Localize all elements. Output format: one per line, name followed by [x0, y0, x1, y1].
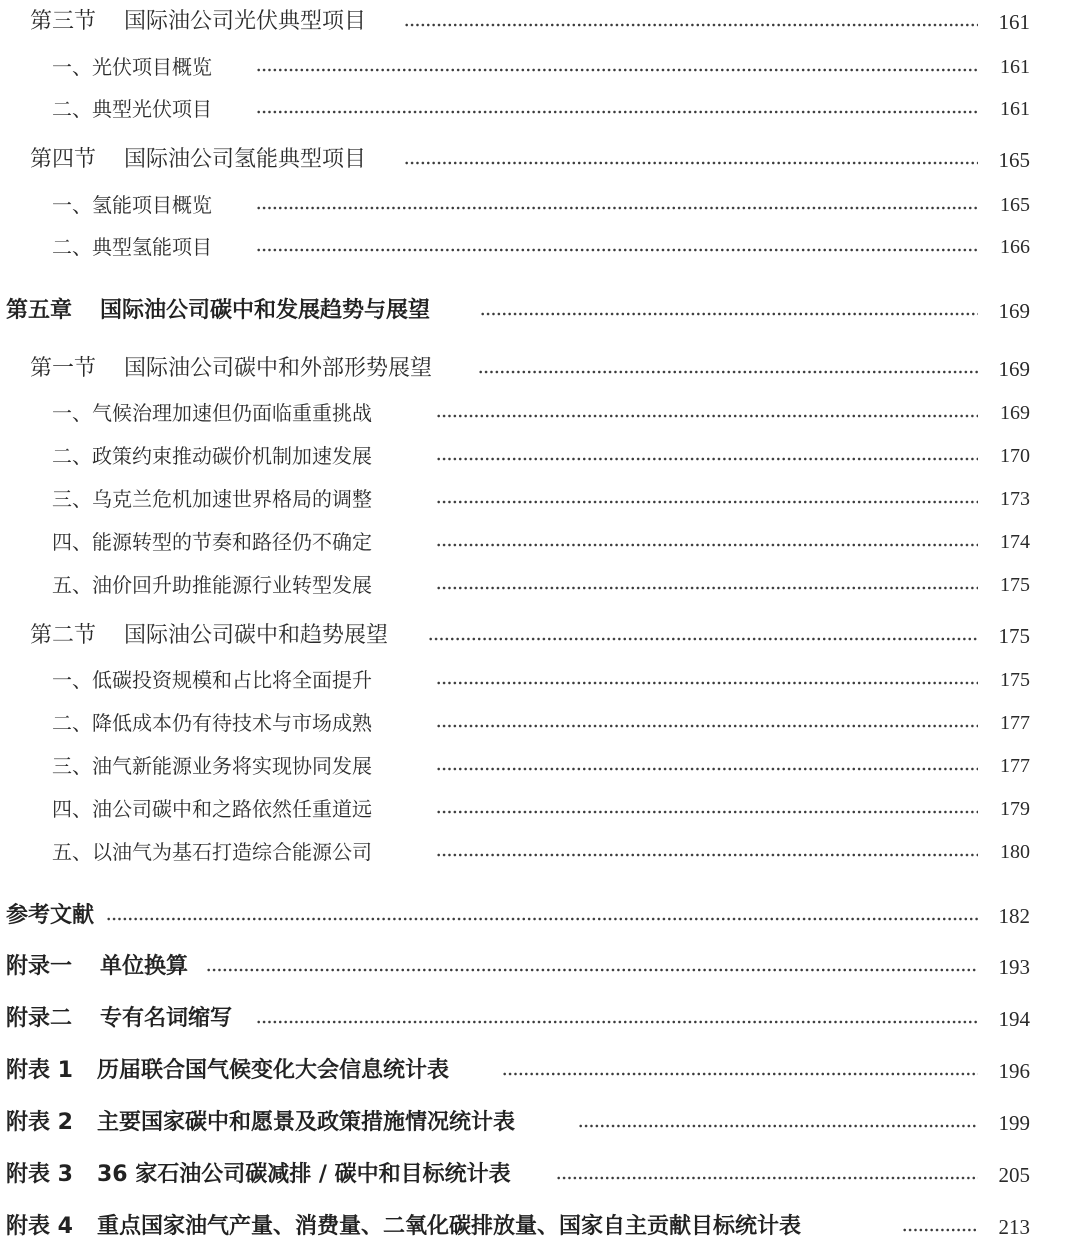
toc-entry-prefix: 第二节 [30, 623, 97, 648]
dot-leader [436, 705, 978, 741]
toc-entry-prefix: 第一节 [30, 356, 97, 381]
toc-entry-prefix: 一、 [52, 55, 92, 79]
toc-entry-label [6, 1053, 449, 1089]
toc-entry-title: 油公司碳中和之路依然任重道远 [92, 797, 372, 821]
dot-leader [256, 229, 978, 265]
toc-entry-title: 以油气为基石打造综合能源公司 [92, 840, 372, 864]
toc-entry-prefix: 附录一 [6, 954, 73, 979]
toc-chapter-entry[interactable] [0, 1105, 1080, 1141]
toc-entry-prefix: 附表 1 [6, 1058, 73, 1083]
toc-entry-page: 193 [998, 955, 1030, 979]
toc-entry-label [52, 187, 212, 223]
dot-leader [404, 4, 978, 40]
toc-entry-title: 油气新能源业务将实现协同发展 [92, 754, 372, 778]
toc-entry-page: 182 [998, 904, 1030, 928]
toc-entry-prefix: 四、 [52, 530, 92, 554]
toc-entry-page: 213 [998, 1215, 1030, 1239]
toc-chapter-entry[interactable] [0, 898, 1080, 934]
toc-entry-title: 政策约束推动碳价机制加速发展 [92, 444, 372, 468]
toc-item-entry[interactable] [0, 524, 1080, 560]
toc-entry-label [52, 49, 212, 85]
toc-entry-title: 国际油公司碳中和外部形势展望 [124, 356, 433, 381]
toc-entry-label [6, 1001, 232, 1037]
toc-entry-page: 169 [1000, 402, 1030, 424]
toc-entry-label [6, 1209, 801, 1245]
toc-entry-page: 174 [1000, 531, 1030, 553]
toc-entry-page: 177 [1000, 712, 1030, 734]
toc-entry-page: 165 [1000, 194, 1030, 216]
toc-entry-label [52, 834, 372, 870]
toc-item-entry[interactable] [0, 187, 1080, 223]
toc-entry-title: 参考文献 [6, 903, 95, 928]
toc-entry-page: 161 [1000, 98, 1030, 120]
toc-entry-title: 国际油公司光伏典型项目 [124, 9, 367, 34]
toc-entry-title: 重点国家油气产量、消费量、二氧化碳排放量、国家自主贡献目标统计表 [96, 1214, 801, 1239]
toc-chapter-entry[interactable] [0, 949, 1080, 985]
toc-entry-prefix: 三、 [52, 754, 92, 778]
toc-section-entry[interactable] [0, 618, 1080, 654]
toc-entry-label [52, 748, 372, 784]
toc-entry-page: 177 [1000, 755, 1030, 777]
toc-entry-prefix: 附表 3 [6, 1162, 73, 1187]
toc-entry-prefix: 二、 [52, 97, 92, 121]
toc-entry-page: 180 [1000, 841, 1030, 863]
toc-entry-prefix: 附表 2 [6, 1110, 73, 1135]
toc-entry-title: 降低成本仍有待技术与市场成熟 [92, 711, 372, 735]
toc-entry-label [30, 4, 366, 40]
toc-entry-label [6, 1157, 511, 1193]
toc-entry-page: 205 [998, 1163, 1030, 1187]
dot-leader [478, 351, 978, 387]
toc-entry-page: 173 [1000, 488, 1030, 510]
dot-leader [436, 481, 978, 517]
dot-leader [428, 618, 978, 654]
dot-leader [436, 834, 978, 870]
toc-chapter-entry[interactable] [0, 1209, 1080, 1245]
toc-item-entry[interactable] [0, 662, 1080, 698]
toc-entry-page: 196 [998, 1059, 1030, 1083]
dot-leader [436, 395, 978, 431]
toc-entry-label [30, 618, 388, 654]
toc-entry-title: 历届联合国气候变化大会信息统计表 [96, 1058, 449, 1083]
dot-leader [436, 524, 978, 560]
toc-section-entry[interactable] [0, 4, 1080, 40]
toc-entry-page: 194 [998, 1007, 1030, 1031]
toc-item-entry[interactable] [0, 91, 1080, 127]
dot-leader [436, 567, 978, 603]
toc-entry-page: 161 [1000, 56, 1030, 78]
dot-leader [256, 49, 978, 85]
toc-entry-page: 170 [1000, 445, 1030, 467]
toc-entry-page: 165 [998, 148, 1030, 172]
toc-entry-page: 166 [1000, 236, 1030, 258]
toc-entry-title: 典型氢能项目 [92, 235, 212, 259]
toc-entry-page: 169 [998, 357, 1030, 381]
toc-entry-label [52, 705, 372, 741]
toc-entry-title: 国际油公司氢能典型项目 [124, 147, 367, 172]
toc-entry-label [52, 481, 372, 517]
toc-entry-title: 36 家石油公司碳减排 / 碳中和目标统计表 [96, 1162, 511, 1187]
toc-entry-title: 国际油公司碳中和趋势展望 [124, 623, 389, 648]
toc-entry-label [52, 229, 212, 265]
toc-entry-prefix: 第三节 [30, 9, 97, 34]
toc-item-entry[interactable] [0, 395, 1080, 431]
toc-chapter-entry[interactable] [0, 1157, 1080, 1193]
toc-entry-label [6, 293, 430, 329]
toc-entry-title: 典型光伏项目 [92, 97, 212, 121]
toc-entry-page: 175 [1000, 669, 1030, 691]
dot-leader [556, 1157, 978, 1193]
toc-entry-prefix: 二、 [52, 711, 92, 735]
toc-entry-title: 光伏项目概览 [92, 55, 212, 79]
toc-item-entry[interactable] [0, 567, 1080, 603]
toc-entry-label [52, 438, 372, 474]
toc-entry-title: 能源转型的节奏和路径仍不确定 [92, 530, 372, 554]
toc-item-entry[interactable] [0, 229, 1080, 265]
toc-entry-label [52, 662, 372, 698]
toc-entry-title: 主要国家碳中和愿景及政策措施情况统计表 [96, 1110, 515, 1135]
toc-entry-title: 单位换算 [100, 954, 189, 979]
toc-entry-label [30, 142, 366, 178]
toc-entry-label [52, 91, 212, 127]
toc-entry-prefix: 三、 [52, 487, 92, 511]
toc-entry-prefix: 四、 [52, 797, 92, 821]
toc-entry-prefix: 附表 4 [6, 1214, 73, 1239]
toc-entry-title: 油价回升助推能源行业转型发展 [92, 573, 372, 597]
dot-leader [256, 187, 978, 223]
toc-entry-title: 低碳投资规模和占比将全面提升 [92, 668, 372, 692]
toc-entry-title: 专有名词缩写 [100, 1006, 233, 1031]
toc-entry-title: 氢能项目概览 [92, 193, 212, 217]
toc-entry-title: 国际油公司碳中和发展趋势与展望 [100, 298, 431, 323]
toc-item-entry[interactable] [0, 481, 1080, 517]
dot-leader [436, 438, 978, 474]
toc-entry-prefix: 二、 [52, 235, 92, 259]
toc-entry-prefix: 第四节 [30, 147, 97, 172]
dot-leader [256, 1001, 978, 1037]
toc-entry-title: 气候治理加速但仍面临重重挑战 [92, 401, 372, 425]
toc-entry-page: 175 [1000, 574, 1030, 596]
toc-entry-page: 199 [998, 1111, 1030, 1135]
dot-leader [502, 1053, 978, 1089]
toc-item-entry[interactable] [0, 834, 1080, 870]
toc-entry-prefix: 二、 [52, 444, 92, 468]
toc-item-entry[interactable] [0, 705, 1080, 741]
toc-entry-label [6, 898, 94, 934]
dot-leader [902, 1209, 978, 1245]
dot-leader [404, 142, 978, 178]
toc-entry-label [52, 567, 372, 603]
toc-entry-title: 乌克兰危机加速世界格局的调整 [92, 487, 372, 511]
toc-entry-label [6, 1105, 515, 1141]
toc-entry-prefix: 第五章 [6, 298, 73, 323]
dot-leader [256, 91, 978, 127]
dot-leader [436, 748, 978, 784]
toc-entry-prefix: 五、 [52, 840, 92, 864]
toc-entry-prefix: 一、 [52, 668, 92, 692]
toc-entry-page: 169 [998, 299, 1030, 323]
toc-entry-page: 175 [998, 624, 1030, 648]
toc-entry-label [52, 524, 372, 560]
toc-entry-prefix: 一、 [52, 193, 92, 217]
dot-leader [436, 662, 978, 698]
toc-chapter-entry[interactable] [0, 293, 1080, 329]
dot-leader [480, 293, 978, 329]
toc-entry-page: 179 [1000, 798, 1030, 820]
toc-entry-label [30, 351, 432, 387]
toc-entry-label [52, 791, 372, 827]
toc-entry-page: 161 [998, 10, 1030, 34]
dot-leader [106, 898, 978, 934]
toc-item-entry[interactable] [0, 791, 1080, 827]
toc-item-entry[interactable] [0, 438, 1080, 474]
dot-leader [578, 1105, 978, 1141]
toc-chapter-entry[interactable] [0, 1053, 1080, 1089]
toc-section-entry[interactable] [0, 142, 1080, 178]
toc-entry-prefix: 附录二 [6, 1006, 73, 1031]
dot-leader [206, 949, 978, 985]
toc-chapter-entry[interactable] [0, 1001, 1080, 1037]
dot-leader [436, 791, 978, 827]
toc-section-entry[interactable] [0, 351, 1080, 387]
toc-entry-label [52, 395, 372, 431]
toc-item-entry[interactable] [0, 49, 1080, 85]
toc-item-entry[interactable] [0, 748, 1080, 784]
toc-entry-prefix: 一、 [52, 401, 92, 425]
toc-entry-prefix: 五、 [52, 573, 92, 597]
toc-entry-label [6, 949, 188, 985]
